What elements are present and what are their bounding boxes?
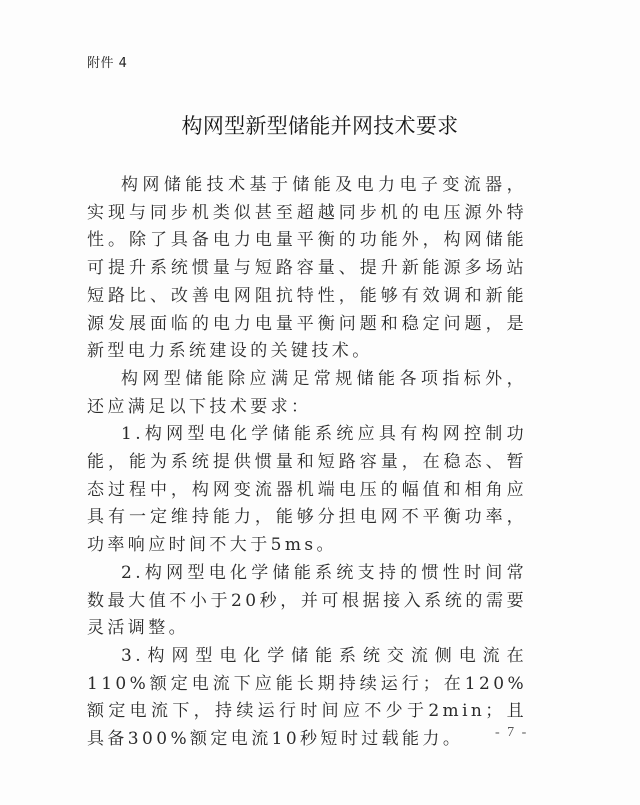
- paragraph-requirements-lead: 构网型储能除应满足常规储能各项指标外，还应满足以下技术要求：: [87, 368, 527, 417]
- paragraph-intro: 构网储能技术基于储能及电力电子变流器，实现与同步机类似甚至超越同步机的电压源外特性。除了具备电力电量平衡的功能外，构网储能可提升系统惯量与短路容量、提升新能源多场站短路比、改善电网阻抗特性，能够有效调和新能源发展面临的电力电量平衡问题和稳定问题，是新型电力系统建设的关键技术。: [87, 175, 527, 362]
- attachment-label: 附件 4: [87, 56, 128, 71]
- paragraph-requirement-1: 1.构网型电化学储能系统应具有构网控制功能，能为系统提供惯量和短路容量，在稳态、暂态过程中，构网变流器机端电压的幅值和相角应具有一定维持能力，能够分担电网不平衡功率，功率响应时间不大于5ms。: [87, 424, 527, 556]
- document-body: [87, 172, 527, 754]
- page-number: - 7 -: [495, 725, 529, 740]
- paragraph-requirement-2: 2.构网型电化学储能系统支持的惯性时间常数最大值不小于20秒，并可根据接入系统的需要灵活调整。: [87, 562, 527, 639]
- document-title: 构网型新型储能并网技术要求: [181, 114, 459, 138]
- paragraph-requirement-3: 3.构网型电化学储能系统交流侧电流在110%额定电流下应能长期持续运行；在120%额定电流下，持续运行时间应不少于2min；且具备300%额定电流10秒短时过载能力。: [87, 645, 527, 750]
